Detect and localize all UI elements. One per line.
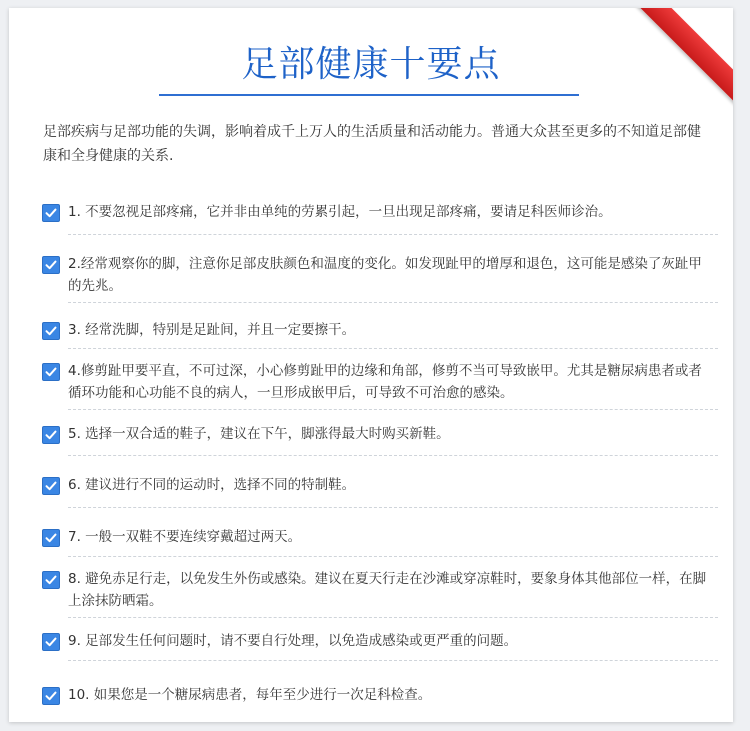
checklist-item-text: 10. 如果您是一个糖尿病患者，每年至少进行一次足科检查。: [68, 687, 432, 703]
checkbox-checked-icon[interactable]: [42, 529, 60, 547]
intro-paragraph: 足部疾病与足部功能的失调，影响着成千上万人的生活质量和活动能力。普通大众甚至更多的不知道足部健康和全身健康的关系.: [43, 124, 701, 164]
content-card: [9, 8, 733, 722]
dashed-divider: [68, 455, 718, 456]
dashed-divider: [68, 302, 718, 303]
checkbox-checked-icon[interactable]: [42, 363, 60, 381]
checklist-item-text: 5. 选择一双合适的鞋子，建议在下午，脚涨得最大时购买新鞋。: [68, 426, 450, 442]
dashed-divider: [68, 234, 718, 235]
checkbox-checked-icon[interactable]: [42, 477, 60, 495]
checklist-item-text: 4.修剪趾甲要平直，不可过深，小心修剪趾甲的边缘和角部，修剪不当可导致嵌甲。尤其是糖尿病患者或者循环功能和心功能不良的病人，一旦形成嵌甲后，可导致不可治愈的感染。: [68, 363, 702, 401]
checklist-item-text: 6. 建议进行不同的运动时，选择不同的特制鞋。: [68, 477, 356, 493]
dashed-divider: [68, 617, 718, 618]
page-title: 足部健康十要点: [241, 44, 501, 85]
checklist-item-text: 9. 足部发生任何问题时，请不要自行处理，以免造成感染或更严重的问题。: [68, 633, 518, 649]
checkbox-checked-icon[interactable]: [42, 256, 60, 274]
checklist-item-text: 7. 一般一双鞋不要连续穿戴超过两天。: [68, 529, 302, 545]
dashed-divider: [68, 348, 718, 349]
dashed-divider: [68, 507, 718, 508]
checkbox-checked-icon[interactable]: [42, 426, 60, 444]
checklist-item-text: 3. 经常洗脚，特别是足趾间，并且一定要擦干。: [68, 322, 356, 338]
checkbox-checked-icon[interactable]: [42, 204, 60, 222]
checklist-item-text: 8. 避免赤足行走，以免发生外伤或感染。建议在夏天行走在沙滩或穿凉鞋时，要象身体其他部位一样，在脚上涂抹防晒霜。: [68, 571, 707, 609]
checkbox-checked-icon[interactable]: [42, 633, 60, 651]
title-underline: [159, 94, 579, 96]
dashed-divider: [68, 409, 718, 410]
checkbox-checked-icon[interactable]: [42, 687, 60, 705]
checklist-item-text: 1. 不要忽视足部疼痛，它并非由单纯的劳累引起，一旦出现足部疼痛，要请足科医师诊治。: [68, 204, 612, 220]
checkbox-checked-icon[interactable]: [42, 571, 60, 589]
checkbox-checked-icon[interactable]: [42, 322, 60, 340]
dashed-divider: [68, 660, 718, 661]
checklist-item-text: 2.经常观察你的脚，注意你足部皮肤颜色和温度的变化。如发现趾甲的增厚和退色，这可能是感染了灰趾甲的先兆。: [68, 256, 702, 294]
dashed-divider: [68, 556, 718, 557]
